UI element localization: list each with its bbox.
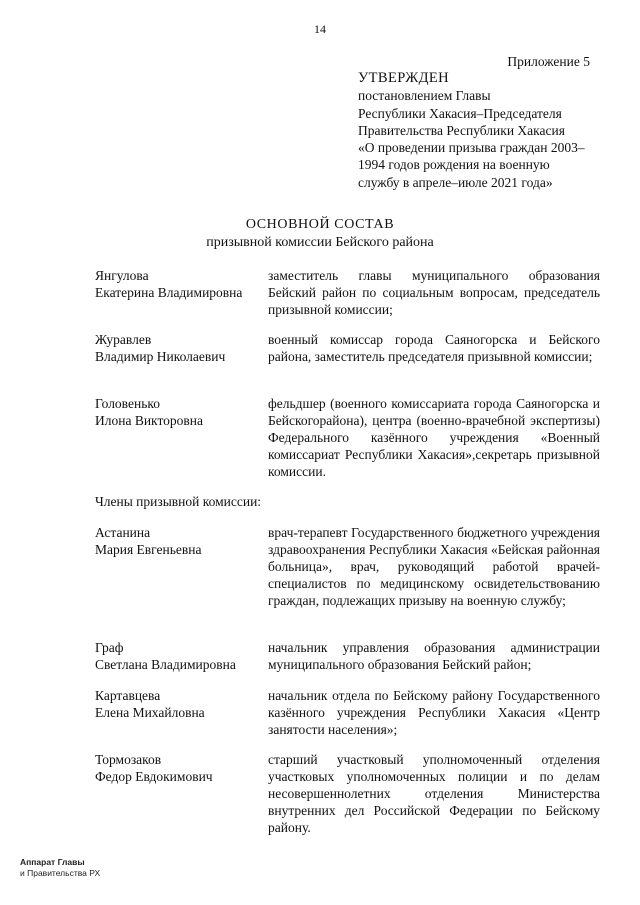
document-title: [0, 216, 640, 252]
title-sub: призывной комиссии Бейского района: [206, 235, 434, 250]
person-surname: Картавцева: [95, 688, 161, 703]
person-given-name: Владимир Николаевич: [95, 348, 226, 364]
person-given-name: Илона Викторовна: [95, 412, 203, 428]
approval-block: [358, 70, 608, 191]
stamp-line: и Правительства РХ: [20, 868, 101, 878]
attachment-label: Приложение 5: [507, 54, 590, 69]
person-name: [95, 332, 265, 366]
approval-line: постановлением Главы: [358, 88, 491, 104]
person-surname: Журавлев: [95, 332, 152, 347]
person-role: фельдшер (военного комиссариата города Саяногорска и Бейскогорайона), центра (военно-врачебной экспертизы) Федерального казённого учреждения «Военный комиссариат Республики Хакасия»,секретарь призывной комиссии.: [268, 396, 600, 479]
approval-line: Правительства Республики Хакасия: [358, 122, 565, 138]
page-number: 14: [314, 22, 326, 36]
person-given-name: Екатерина Владимировна: [95, 284, 243, 300]
person-given-name: Елена Михайловна: [95, 704, 205, 720]
person-name: [95, 268, 265, 302]
person-surname: Астанина: [95, 525, 151, 540]
person-name: [95, 640, 265, 674]
person-name: [95, 752, 265, 786]
person-given-name: Федор Евдокимович: [95, 768, 213, 784]
person-given-name: Мария Евгеньевна: [95, 541, 202, 557]
person-role: врач-терапевт Государственного бюджетного учреждения здравоохранения Республики Хакасия «Бейская районная больница», врач, руководящий работой врачей-специалистов по медицинскому освидетельствованию граждан, подлежащих призыву на военную службу;: [268, 525, 600, 608]
person-surname: Граф: [95, 640, 124, 655]
person-role: начальник управления образования администрации муниципального образования Бейский район;: [268, 640, 600, 672]
approval-heading: УТВЕРЖДЕН: [358, 70, 450, 86]
approval-line: «О проведении призыва граждан 2003–: [358, 140, 585, 156]
registration-stamp: [20, 857, 100, 879]
person-role: старший участковый уполномоченный отделения участковых уполномоченных полиции и по делам несовершеннолетних отделения Министерства внутренних дел Российской Федерации по Бейскому району.: [268, 752, 600, 835]
approval-line: Республики Хакасия–Председателя: [358, 105, 562, 121]
person-given-name: Светлана Владимировна: [95, 656, 236, 672]
person-role: военный комиссар города Саяногорска и Бейского района, заместитель председателя призывной комиссии;: [268, 332, 600, 364]
stamp-line: Аппарат Главы: [20, 857, 85, 867]
approval-line: 1994 годов рождения на военную: [358, 157, 550, 173]
person-name: [95, 396, 265, 430]
members-heading: Члены призывной комиссии:: [95, 494, 262, 509]
person-name: [95, 688, 265, 722]
title-main: ОСНОВНОЙ СОСТАВ: [245, 217, 395, 232]
person-surname: Тормозаков: [95, 752, 162, 767]
person-role: заместитель главы муниципального образования Бейский район по социальным вопросам, председатель призывной комиссии;: [268, 268, 600, 317]
approval-line: службу в апреле–июле 2021 года»: [358, 174, 553, 190]
person-role: начальник отдела по Бейскому району Государственного казённого учреждения Республики Хакасия «Центр занятости населения»;: [268, 688, 600, 737]
person-name: [95, 525, 265, 559]
person-surname: Янгулова: [95, 268, 149, 283]
person-surname: Головенько: [95, 396, 160, 411]
